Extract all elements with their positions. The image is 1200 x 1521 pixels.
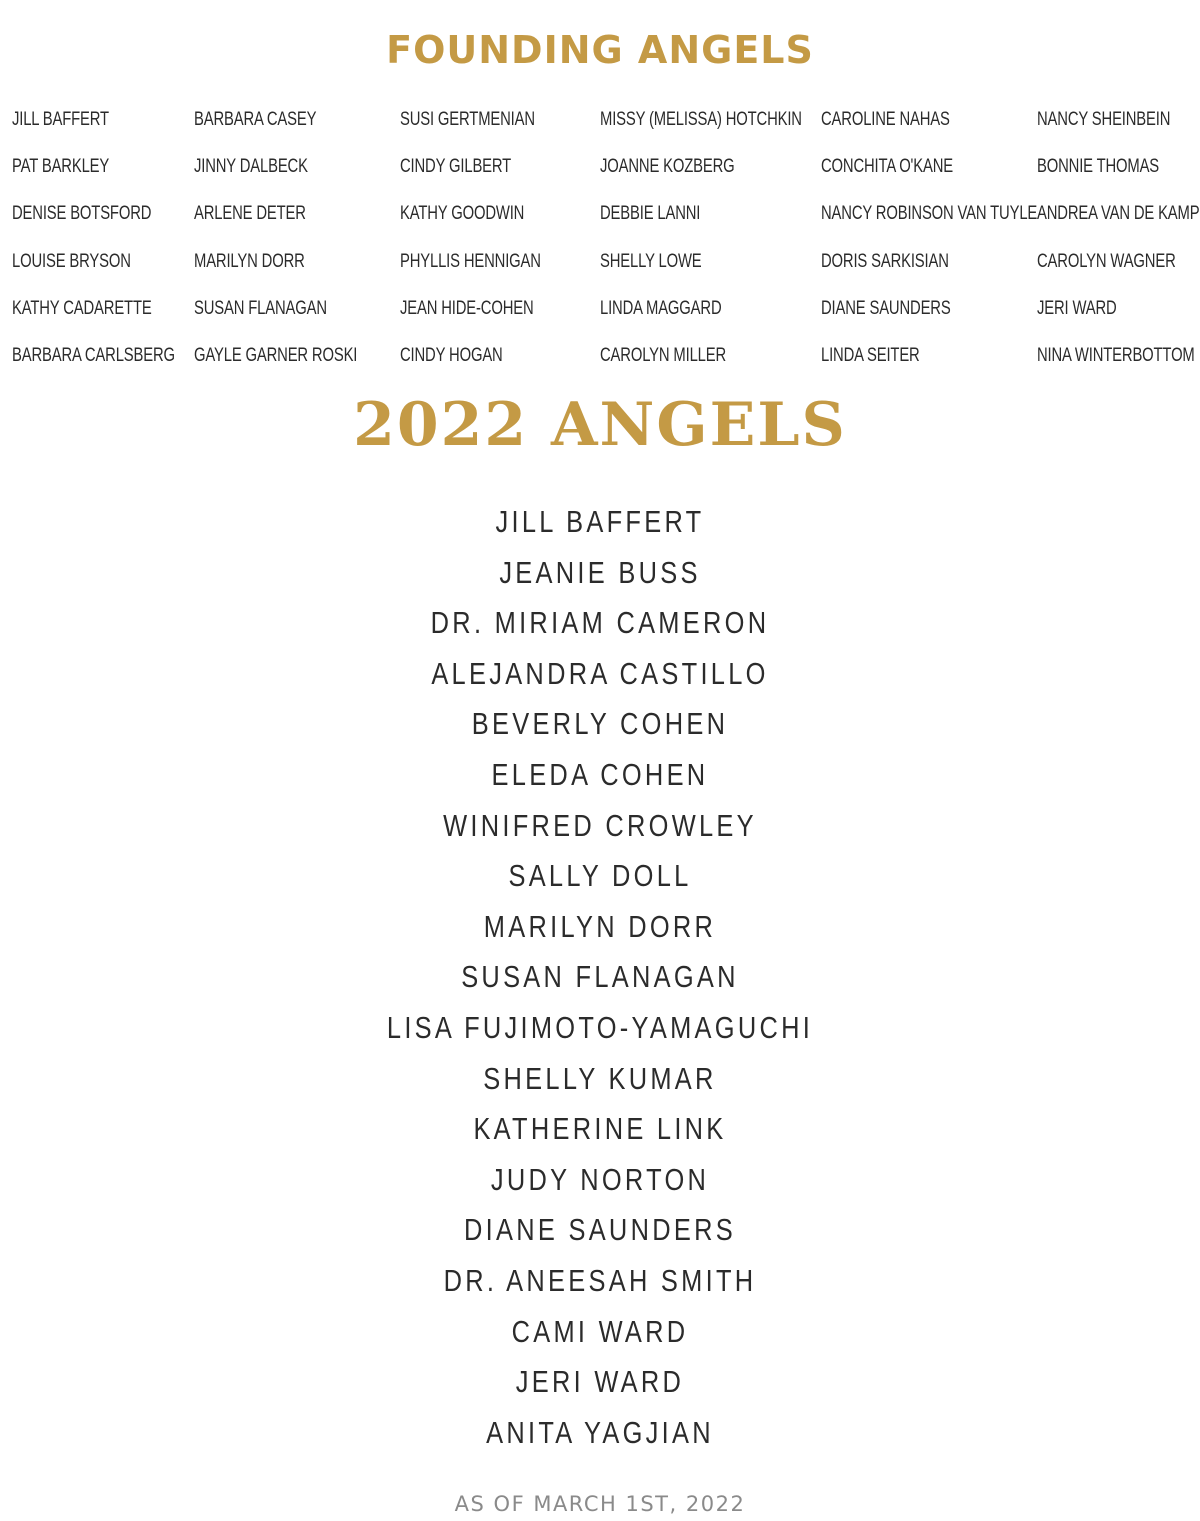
founding-name: JILL BAFFERT (12, 109, 109, 130)
angel-name: SUSAN FLANAGAN (461, 959, 739, 995)
founding-name: JINNY DALBECK (194, 156, 308, 178)
founding-name: LOUISE BRYSON (12, 250, 131, 272)
founding-name: PAT BARKLEY (12, 156, 110, 178)
founding-name: BONNIE THOMAS (1037, 156, 1160, 178)
founding-name: NANCY ROBINSON VAN TUYLE (821, 203, 1038, 225)
founding-name: PHYLLIS HENNIGAN (400, 250, 541, 272)
founding-name: CAROLINE NAHAS (821, 109, 950, 130)
founding-name: CAROLYN WAGNER (1037, 250, 1176, 272)
angel-name: SALLY DOLL (508, 858, 692, 894)
founding-angels-grid (0, 103, 1200, 387)
angel-name: ELEDA COHEN (491, 756, 709, 792)
founding-name: JOANNE KOZBERG (600, 156, 735, 178)
founding-column-3 (400, 103, 581, 386)
angel-name: WINIFRED CROWLEY (443, 807, 757, 843)
angels-2022-title: 2022 ANGELS (353, 390, 847, 460)
founding-name: SUSAN FLANAGAN (194, 297, 327, 319)
founding-column-2 (194, 103, 403, 386)
founding-column-1 (12, 103, 221, 386)
founding-name: LINDA MAGGARD (600, 297, 722, 319)
founding-name: BARBARA CASEY (194, 109, 317, 130)
angel-name: BEVERLY COHEN (471, 706, 729, 742)
angel-name: ALEJANDRA CASTILLO (431, 655, 769, 691)
founding-name: CINDY GILBERT (400, 156, 512, 178)
as-of-date-note: AS OF MARCH 1ST, 2022 (454, 1492, 746, 1516)
founding-name: SUSI GERTMENIAN (400, 109, 535, 130)
angel-name: SHELLY KUMAR (483, 1060, 717, 1096)
founding-column-6 (1037, 103, 1200, 386)
angel-name: DIANE SAUNDERS (464, 1212, 736, 1248)
founding-name: KATHY GOODWIN (400, 203, 525, 225)
angel-name: MARILYN DORR (483, 908, 717, 944)
founding-name: DEBBIE LANNI (600, 203, 701, 225)
founding-name: BARBARA CARLSBERG (12, 344, 175, 366)
angel-name: DR. ANEESAH SMITH (443, 1262, 757, 1298)
founding-name: DENISE BOTSFORD (12, 203, 152, 225)
angel-name: JEANIE BUSS (499, 554, 701, 590)
founding-name: CAROLYN MILLER (600, 344, 727, 366)
angel-name: JERI WARD (515, 1364, 685, 1400)
founding-name: DORIS SARKISIAN (821, 250, 949, 272)
founding-name: LINDA SEITER (821, 344, 920, 366)
angel-name: ANITA YAGJIAN (486, 1414, 714, 1450)
founding-name: CINDY HOGAN (400, 344, 503, 366)
founding-name: CONCHITA O'KANE (821, 156, 953, 178)
angel-name: JILL BAFFERT (495, 504, 705, 539)
founding-name: GAYLE GARNER ROSKI (194, 344, 358, 366)
founding-name: DIANE SAUNDERS (821, 297, 951, 319)
founding-name: MISSY (MELISSA) HOTCHKIN (600, 109, 802, 130)
founding-name: MARILYN DORR (194, 250, 305, 272)
founding-name: KATHY CADARETTE (12, 297, 152, 319)
angel-name: DR. MIRIAM CAMERON (430, 605, 770, 641)
founding-name: NANCY SHEINBEIN (1037, 109, 1171, 130)
founding-name: ARLENE DETER (194, 203, 306, 225)
founding-name: SHELLY LOWE (600, 250, 702, 272)
angel-name: CAMI WARD (511, 1313, 689, 1349)
founding-name: JERI WARD (1037, 297, 1117, 319)
angel-name: JUDY NORTON (490, 1161, 710, 1197)
founding-column-4 (600, 103, 859, 386)
founding-name: ANDREA VAN DE KAMP (1037, 203, 1200, 225)
angel-name: KATHERINE LINK (473, 1111, 727, 1147)
angels-2022-list (0, 497, 1200, 1458)
founding-name: JEAN HIDE-COHEN (400, 297, 534, 319)
founding-name: NINA WINTERBOTTOM (1037, 344, 1195, 366)
angel-name: LISA FUJIMOTO-YAMAGUCHI (386, 1009, 814, 1045)
founding-angels-title: FOUNDING ANGELS (386, 28, 814, 72)
